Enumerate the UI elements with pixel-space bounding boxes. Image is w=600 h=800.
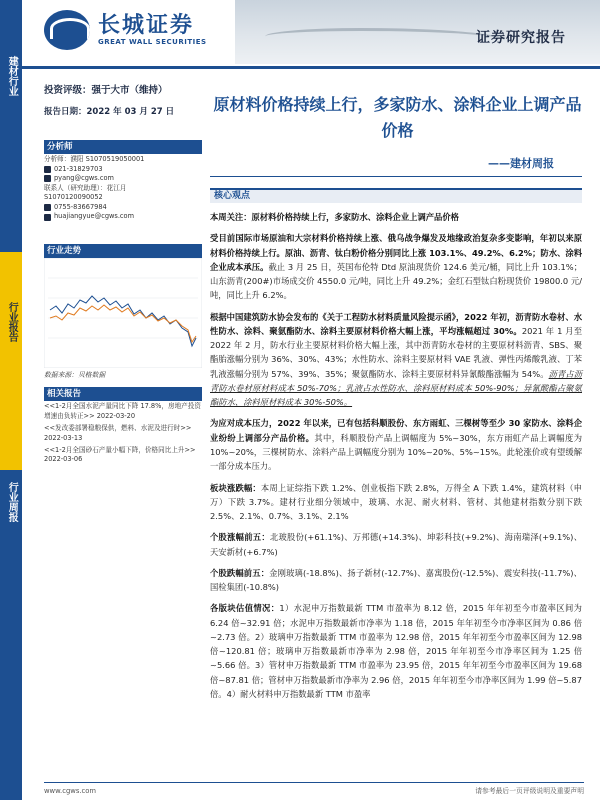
p5-label: 个股涨幅前五： (210, 532, 270, 543)
paragraph-top-gainers (210, 530, 582, 559)
analyst-name: 分析师：濮阳 S1070519050001 (44, 155, 145, 163)
side-bar-mid-text: 行业报告 (6, 302, 18, 342)
p3-rest: 其中，科顺股份产品上调幅度为 5%~30%，东方雨虹产品上调幅度为 10%~20%，三棵树防水、涂料产品上调幅度分别为 10%~20%、5%~15%。此轮涨价或有望缓解一部分成本压力。 (210, 432, 582, 472)
footer-divider (44, 782, 584, 783)
related-section-title: 相关报告 (44, 387, 202, 401)
related-report-item[interactable]: <<1-2月全国砂石产量小幅下降，价格同比上升>> 2022-03-06 (44, 445, 196, 464)
header-divider (0, 66, 600, 69)
side-bar-top-text: 建材行业 (6, 56, 18, 96)
trend-section-title: 行业走势 (44, 244, 202, 258)
side-bar-bottom-text: 行业周报 (6, 482, 18, 522)
analyst-phone: 021-31829703 (54, 164, 103, 173)
core-views-body (210, 210, 582, 708)
p6-label: 个股跌幅前五： (210, 567, 270, 578)
p4-label: 板块涨跌幅： (210, 482, 261, 493)
core-views-title: 核心观点 (210, 188, 582, 203)
p7-label: 各版块估值情况： (210, 603, 280, 614)
paragraph-valuation (210, 601, 582, 701)
phone-icon (44, 204, 51, 211)
analyst-line (44, 174, 204, 184)
focus-text: 原材料价格持续上行，多家防水、涂料企业上调产品价格 (251, 212, 459, 222)
analyst-line (44, 193, 204, 203)
related-report-item[interactable]: <<发改委部署稳粮保供，燃料、水泥及进行时>> 2022-03-13 (44, 423, 192, 442)
paragraph-sector-change (210, 481, 582, 524)
assistant-phone: 0755-83667984 (54, 202, 107, 211)
company-logo (44, 10, 207, 50)
side-bar-report-type (0, 252, 22, 470)
p1-rest: 截止 3 月 25 日，英国布伦特 Dtd 原油现货价 124.6 美元/桶，同比上升 103.1%；山东沥青(200#)市场成交价 4550.0 元/吨，同比上升 49.2%；金红石型钛白粉现货价 19800.0 元/吨，同比上升 6.2%。 (210, 261, 582, 301)
analyst-section-title: 分析师 (44, 140, 202, 154)
industry-trend-chart (44, 258, 202, 368)
related-reports-list (44, 402, 204, 467)
assistant-name: 联系人（研究助理）：花江月 (44, 183, 127, 192)
report-title: 原材料价格持续上行，多家防水、涂料企业上调产品价格 (213, 95, 582, 141)
footer-disclaimer: 请参考最后一页评级说明及重要声明 (475, 787, 584, 795)
investment-rating: 投资评级：强于大市（维持） (44, 85, 168, 96)
side-bar-weekly (0, 482, 22, 527)
related-report-item[interactable]: <<1-2月全国水泥产量同比下降 17.8%，房地产投资增速由负转正>> 2022-03-20 (44, 402, 201, 420)
p7-text: 1）水泥申万指数最新 TTM 市盈率为 8.12 倍，2015 年年初至今市盈率区间为 6.24 倍~32.91 倍；水泥申万指数最新市净率为 1.18 倍，2015 年年初至今市净率区间为 0.86 倍~2.73 倍。2）玻璃申万指数最新 TTM 市盈率为 12.98 倍，2015 年年初至今市盈率区间为 12.98 倍~120.81 倍；玻璃申万指数最新市净率为 2.98 倍，2015 年年初至今市净率区间为 1.25 倍~5.66 倍。3）管材申万指数最新 TTM 市盈率为 23.95 倍，2015 年年初至今市盈率区间为 19.68 倍~87.81 倍；管材申万指数最新市净率为 2.96 倍，2015 年年初至今市净率区间为 1.99 倍~5.87 倍。4）耐火材料申万指数最新 TTM 市盈率 (210, 603, 582, 699)
phone-icon (44, 166, 51, 173)
assistant-email[interactable]: huajiangyue@cgws.com (54, 212, 135, 221)
report-date: 报告日期：2022 年 03 月 27 日 (44, 107, 175, 117)
analyst-line (44, 155, 204, 165)
paragraph-price-hike (210, 416, 582, 473)
email-icon (44, 214, 51, 221)
logo-en-text: GREAT WALL SECURITIES (98, 37, 207, 46)
focus-label: 本周关注： (210, 212, 252, 222)
analyst-line (44, 212, 204, 222)
paragraph-raw-material (210, 231, 582, 302)
report-type-label: 证券研究报告 (476, 30, 566, 46)
p6-text: 金刚玻璃(-18.8%)、扬子新材(-12.7%)、嘉寓股份(-12.5%)、震安科技(-11.7%)、国检集团(-10.8%) (210, 567, 582, 593)
analyst-line (44, 184, 204, 194)
logo-cn-text: 长城证券 (98, 11, 195, 38)
trend-chart-svg (44, 258, 202, 368)
focus-paragraph (210, 210, 582, 224)
analyst-line (44, 165, 204, 175)
analyst-info (44, 155, 204, 222)
p2-bold: 根据中国建筑防水协会发布的《关于工程防水材料质量风险提示函》，2022 年初，沥青防水卷材、水性防水、涂料、聚氨酯防水、涂料主要原材料价格大幅上涨，平均涨幅超过 30%。 (210, 311, 582, 336)
subtitle-divider (210, 176, 582, 177)
side-bar (0, 0, 22, 800)
analyst-line (44, 203, 204, 213)
paragraph-top-losers (210, 566, 582, 595)
p1-bold: 受目前国际市场原油和大宗材料价格持续上涨、俄乌战争爆发及地缘政治复杂多变影响，年初以来原材料价格持续上行。原油、沥青、钛白粉价格分别同比上涨 103.1%、49.2%、6.2%；防水、涂料企业成本承压。 (210, 233, 582, 272)
great-wall-logo-icon (44, 10, 90, 50)
assistant-id: S1070120090052 (44, 193, 103, 202)
side-bar-industry (0, 56, 22, 101)
trend-source-note: 数据来源：贝格数据 (44, 371, 106, 379)
report-subtitle: ——建材周报 (488, 157, 554, 170)
analyst-email[interactable]: pyang@cgws.com (54, 174, 114, 183)
footer-url[interactable]: www.cgws.com (44, 787, 97, 795)
p4-text: 本周上证综指下跌 1.2%、创业板指下跌 2.8%，万得全 A 下跌 1.4%，建筑材料（申万）下跌 3.7%。建材行业细分领域中，玻璃、水泥、耐火材料、管材、其他建材指数分别下跌 2.5%、2.1%、0.7%、3.1%、2.1% (210, 482, 582, 522)
p3-bold: 为应对成本压力，2022 年以来，已有包括科顺股份、东方雨虹、三棵树等至少 30 家防水、涂料企业纷纷上调部分产品价格。 (210, 418, 582, 443)
paragraph-waterproof (210, 310, 582, 410)
p2-rest: 2021 年 1 月至 2022 年 2 月，防水行业主要原材料价格大幅上涨，其中沥青防水卷材的主要原材料沥青、SBS、聚酯胎涨幅分别为 36%、30%、43%；水性防水、涂料主要原材料 VAE 乳液、弹性丙烯酸乳液、丁苯乳液涨幅分别为 57%、39%、35%；聚氨酯防水、涂料主要原材料异氰酸酯涨幅为 54%。 (210, 325, 582, 379)
p5-text: 北玻股份(+61.1%)、万邦德(+14.3%)、坤彩科技(+9.2%)、海南瑞泽(+9.1%)、天安新材(+6.7%) (210, 532, 582, 557)
email-icon (44, 175, 51, 182)
page-header (0, 0, 600, 70)
p2-underline: 沥青占沥青防水卷材原材料成本 50%-70%；乳液占水性防水、涂料原材料成本 50%-90%；异氰酸酯占聚氨酯防水、涂料原材料成本 30%-50%。 (210, 368, 582, 408)
